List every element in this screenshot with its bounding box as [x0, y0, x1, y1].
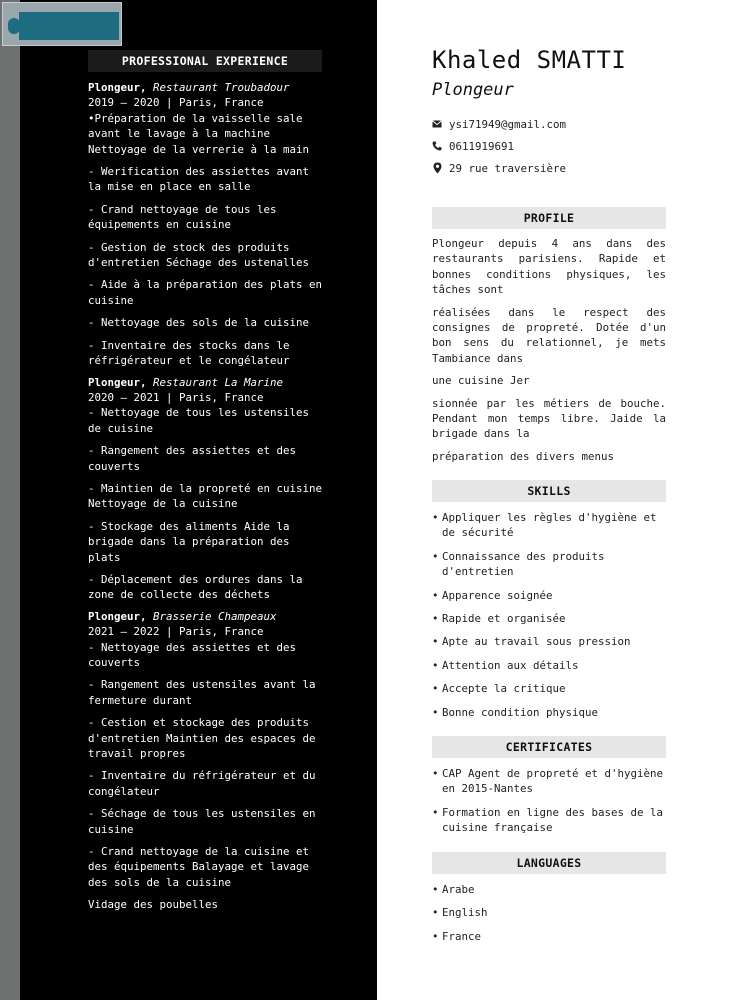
job-bullet: - Séchage de tous les ustensiles en cuisine — [88, 807, 316, 836]
profile-paragraph: préparation des divers menus — [432, 449, 615, 463]
job-meta: 2019 – 2020 | Paris, France — [88, 96, 264, 110]
profile-paragraph: sionnée par les métiers de bouche. Pendant mon temps libre. Jaide la brigade dans la — [432, 396, 666, 441]
candidate-role: Plongeur — [432, 80, 514, 100]
skill-item: • Accepte la critique — [432, 681, 672, 696]
profile-heading: PROFILE — [432, 207, 666, 229]
skills-heading: SKILLS — [432, 480, 666, 502]
languages-list — [432, 882, 672, 952]
job-meta: 2020 – 2021 | Paris, France — [88, 390, 264, 404]
side-strip — [0, 0, 20, 1000]
job-title: Plongeur, — [88, 375, 147, 389]
certificate-item: • Formation en ligne des bases de la cuisine française — [432, 805, 672, 836]
skills-list — [432, 510, 672, 728]
skill-item: • Rapide et organisée — [432, 611, 672, 626]
certificates-list — [432, 766, 672, 844]
envelope-icon — [432, 118, 442, 130]
candidate-name: Khaled SMATTI — [432, 46, 627, 74]
job-company: Brasserie Champeaux — [153, 609, 277, 623]
map-pin-icon — [432, 162, 442, 174]
contact-phone — [432, 139, 514, 153]
languages-heading: LANGUAGES — [432, 852, 666, 874]
logo — [2, 2, 122, 46]
job-bullet: Vidage des poubelles — [88, 898, 219, 912]
job-entry — [88, 80, 328, 369]
job-intro: Nettoyage de la verrerie à la main — [88, 142, 310, 156]
job-title: Plongeur, — [88, 609, 147, 623]
job-company: Restaurant La Marine — [153, 375, 284, 389]
certificates-heading: CERTIFICATES — [432, 736, 666, 758]
job-bullet: - Maintien de la propreté en cuisine Nettoyage de la cuisine — [88, 481, 323, 511]
skill-item: • Apte au travail sous pression — [432, 634, 672, 649]
job-bullet: - Inventaire des stocks dans le réfrigérateur et le congélateur — [88, 338, 290, 368]
job-bullet: - Inventaire du réfrigérateur et du congélateur — [88, 769, 316, 798]
job-bullet: - Stockage des aliments Aide la brigade dans la préparation des plats — [88, 519, 290, 564]
job-heading — [88, 80, 328, 95]
logo-bar — [19, 12, 119, 40]
profile-paragraph: Plongeur depuis 4 ans dans des restaurants parisiens. Rapide et bonnes conditions physiques, les tâches sont — [432, 237, 666, 297]
language-item: • France — [432, 929, 672, 944]
language-item: • English — [432, 905, 672, 920]
skill-item: • Apparence soignée — [432, 588, 672, 603]
job-entry — [88, 609, 328, 891]
job-bullet: - Nettoyage des assiettes et des couverts — [88, 640, 297, 669]
experience-list — [88, 80, 328, 913]
job-intro: •Préparation de la vaisselle sale avant le lavage à la machine — [88, 111, 303, 141]
job-meta: 2021 – 2022 | Paris, France — [88, 625, 264, 639]
job-bullet: - Rangement des ustensiles avant la fermeture durant — [88, 678, 316, 707]
job-bullet: - Nettoyage de tous les ustensiles de cuisine — [88, 406, 310, 435]
skill-item: • Connaissance des produits d'entretien — [432, 549, 672, 580]
profile-paragraph: une cuisine Jer — [432, 374, 530, 388]
job-heading — [88, 609, 328, 624]
job-bullet: - Aide à la préparation des plats en cuisine — [88, 278, 323, 307]
job-bullet: - Werification des assiettes avant la mise en place en salle — [88, 165, 310, 194]
job-bullet: - Gestion de stock des produits d'entretien Séchage des ustenalles — [88, 240, 310, 270]
job-bullet: - Rangement des assiettes et des couverts — [88, 444, 297, 473]
skill-item: • Appliquer les règles d'hygiène et de sécurité — [432, 510, 672, 541]
contact-email — [432, 117, 566, 131]
profile-paragraph: réalisées dans le respect des consignes de propreté. Dotée d'un bon sens du relationnel, je mets Tambiance dans — [432, 305, 666, 365]
contact-address — [432, 161, 566, 175]
job-company: Restaurant Troubadour — [153, 81, 290, 94]
job-entry — [88, 375, 328, 603]
job-bullet: - Crand nettoyage de tous les équipements en cuisine — [88, 202, 277, 232]
job-bullet: - Cestion et stockage des produits d'entretien Maintien des espaces de travail propres — [88, 716, 316, 761]
address-text: 29 rue traversière — [449, 161, 567, 175]
experience-heading: PROFESSIONAL EXPERIENCE — [88, 50, 322, 72]
job-bullet: - Crand nettoyage de la cuisine et des équipements Balayage et lavage des sols de la cuisine — [88, 845, 310, 889]
job-heading — [88, 375, 328, 390]
phone-icon — [432, 140, 442, 152]
skill-item: • Attention aux détails — [432, 658, 672, 673]
profile-text — [432, 236, 666, 471]
job-bullet: - Nettoyage des sols de la cuisine — [88, 316, 310, 330]
phone-text[interactable]: 0611919691 — [449, 139, 515, 153]
email-text[interactable]: ysi71949@gmail.com — [449, 117, 567, 131]
job-title: Plongeur, — [88, 81, 147, 94]
certificate-item: • CAP Agent de propreté et d'hygiène en 2015-Nantes — [432, 766, 672, 797]
language-item: • Arabe — [432, 882, 672, 897]
job-bullet: - Déplacement des ordures dans la zone de collecte des déchets — [88, 572, 303, 602]
skill-item: • Bonne condition physique — [432, 705, 672, 720]
